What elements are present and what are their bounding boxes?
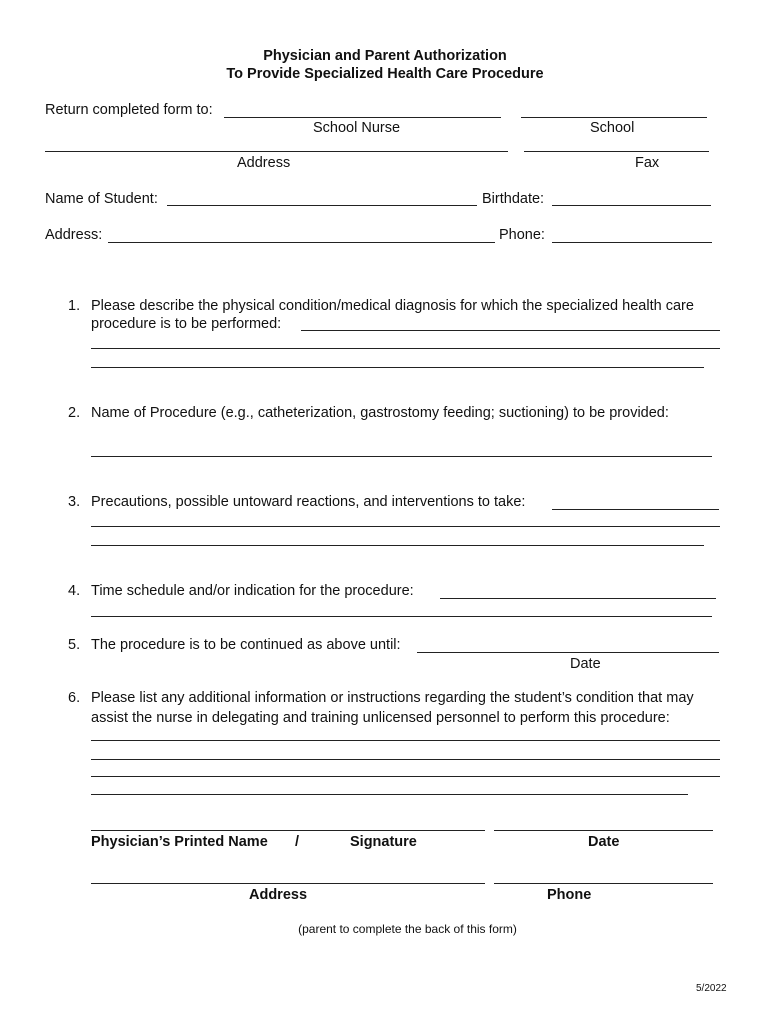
- question-5-line1: The procedure is to be continued as above until:: [91, 637, 401, 653]
- physician-address-field[interactable]: [91, 883, 485, 884]
- question-4-answer-line[interactable]: [91, 616, 712, 617]
- question-5-date-caption: Date: [570, 656, 601, 672]
- question-number: 1.: [68, 298, 81, 314]
- question-number: 6.: [68, 690, 81, 706]
- physician-phone-field[interactable]: [494, 883, 713, 884]
- question-2-answer-line[interactable]: [91, 456, 712, 457]
- question-3-answer-line[interactable]: [91, 545, 704, 546]
- name-signature-divider: /: [295, 834, 300, 850]
- question-6-line1: Please list any additional information or instructions regarding the student’s condition that may: [91, 690, 694, 706]
- school-nurse-caption: School Nurse: [313, 120, 401, 136]
- student-address-field[interactable]: [108, 242, 495, 243]
- question-6-answer-line[interactable]: [91, 759, 720, 760]
- signature-label: Signature: [350, 834, 417, 850]
- question-5-date-field[interactable]: [417, 652, 719, 653]
- question-1-line2: procedure is to be performed:: [91, 316, 282, 332]
- question-3-line1: Precautions, possible untoward reactions, and interventions to take:: [91, 494, 526, 510]
- fax-caption: Fax: [635, 155, 660, 171]
- address-caption: Address: [237, 155, 291, 171]
- birthdate-label: Birthdate:: [482, 191, 545, 207]
- question-1-answer-line[interactable]: [91, 367, 704, 368]
- question-4-line1: Time schedule and/or indication for the procedure:: [91, 583, 414, 599]
- form-title-line1: Physician and Parent Authorization: [263, 48, 507, 64]
- return-address-field[interactable]: [45, 151, 508, 152]
- question-1-answer-line[interactable]: [91, 348, 720, 349]
- physician-date-field[interactable]: [494, 830, 713, 831]
- form-title-line2: To Provide Specialized Health Care Procedure: [226, 66, 544, 82]
- question-3-answer-line[interactable]: [552, 509, 719, 510]
- fax-field[interactable]: [524, 151, 709, 152]
- physician-printed-name-label: Physician’s Printed Name: [91, 834, 268, 850]
- question-4-answer-line[interactable]: [440, 598, 716, 599]
- student-address-label: Address:: [45, 227, 103, 243]
- school-caption: School: [590, 120, 635, 136]
- return-to-label: Return completed form to:: [45, 102, 213, 118]
- physician-address-label: Address: [249, 887, 308, 903]
- student-name-field[interactable]: [167, 205, 477, 206]
- physician-name-signature-field[interactable]: [91, 830, 485, 831]
- question-1-line1: Please describe the physical condition/medical diagnosis for which the specialized health care: [91, 298, 694, 314]
- physician-phone-label: Phone: [547, 887, 592, 903]
- question-1-answer-line[interactable]: [301, 330, 720, 331]
- school-field[interactable]: [521, 117, 707, 118]
- question-6-answer-line[interactable]: [91, 776, 720, 777]
- parent-note: (parent to complete the back of this form): [298, 922, 517, 936]
- question-2-line1: Name of Procedure (e.g., catheterization, gastrostomy feeding; suctioning) to be provided:: [91, 405, 669, 421]
- revision-date: 5/2022: [696, 983, 727, 994]
- question-number: 2.: [68, 405, 81, 421]
- question-number: 3.: [68, 494, 81, 510]
- question-6-answer-line[interactable]: [91, 740, 720, 741]
- student-name-label: Name of Student:: [45, 191, 158, 207]
- question-number: 4.: [68, 583, 81, 599]
- question-number: 5.: [68, 637, 81, 653]
- phone-label: Phone:: [499, 227, 545, 243]
- phone-field[interactable]: [552, 242, 712, 243]
- birthdate-field[interactable]: [552, 205, 711, 206]
- question-6-line2: assist the nurse in delegating and training unlicensed personnel to perform this procedure:: [91, 710, 670, 726]
- school-nurse-field[interactable]: [224, 117, 501, 118]
- question-3-answer-line[interactable]: [91, 526, 720, 527]
- question-6-answer-line[interactable]: [91, 794, 688, 795]
- physician-date-label: Date: [588, 834, 620, 850]
